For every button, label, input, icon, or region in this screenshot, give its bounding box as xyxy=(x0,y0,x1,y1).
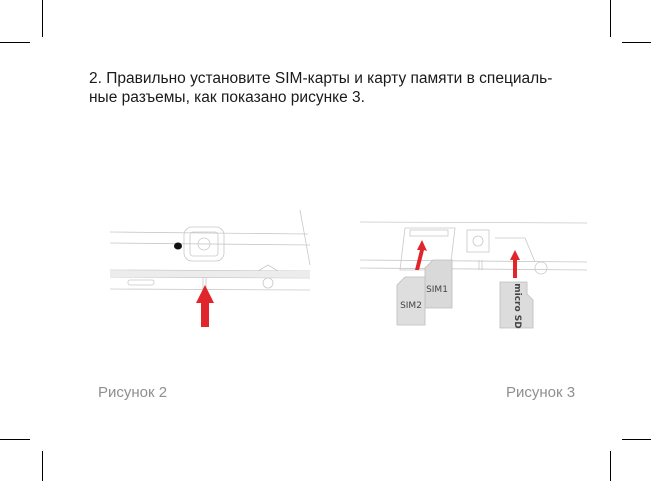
crop-mark-bottom-left-vertical xyxy=(42,451,43,481)
figure-3-caption: Рисунок 3 xyxy=(506,384,576,401)
crop-mark-top-right-horizontal xyxy=(622,42,651,43)
crop-mark-bottom-left-horizontal xyxy=(0,439,30,440)
red-arrow-icon xyxy=(196,285,214,327)
figure-3-illustration xyxy=(355,210,595,340)
svg-text:SIM2: SIM2 xyxy=(400,301,422,311)
sim1-card xyxy=(425,260,452,308)
crop-mark-top-right-vertical xyxy=(610,0,611,37)
figure-2-caption: Рисунок 2 xyxy=(98,384,168,401)
red-arrow-microsd-icon xyxy=(510,250,520,278)
microsd-card xyxy=(500,282,533,329)
instruction-line-2: ные разъемы, как показано рисунке 3. xyxy=(89,89,365,106)
instruction-paragraph xyxy=(89,69,589,107)
figure-2-illustration xyxy=(100,205,320,335)
crop-mark-top-left-vertical xyxy=(42,0,43,37)
sim2-card xyxy=(397,277,425,325)
svg-text:micro SD: micro SD xyxy=(512,283,522,329)
instruction-line-1: 2. Правильно установите SIM-карты и карту памяти в специаль- xyxy=(89,70,553,87)
red-arrow-sim-icon xyxy=(415,240,427,270)
crop-mark-bottom-right-vertical xyxy=(610,451,611,481)
crop-mark-top-left-horizontal xyxy=(0,42,30,43)
svg-text:SIM1: SIM1 xyxy=(426,285,448,295)
crop-mark-bottom-right-horizontal xyxy=(622,439,651,440)
